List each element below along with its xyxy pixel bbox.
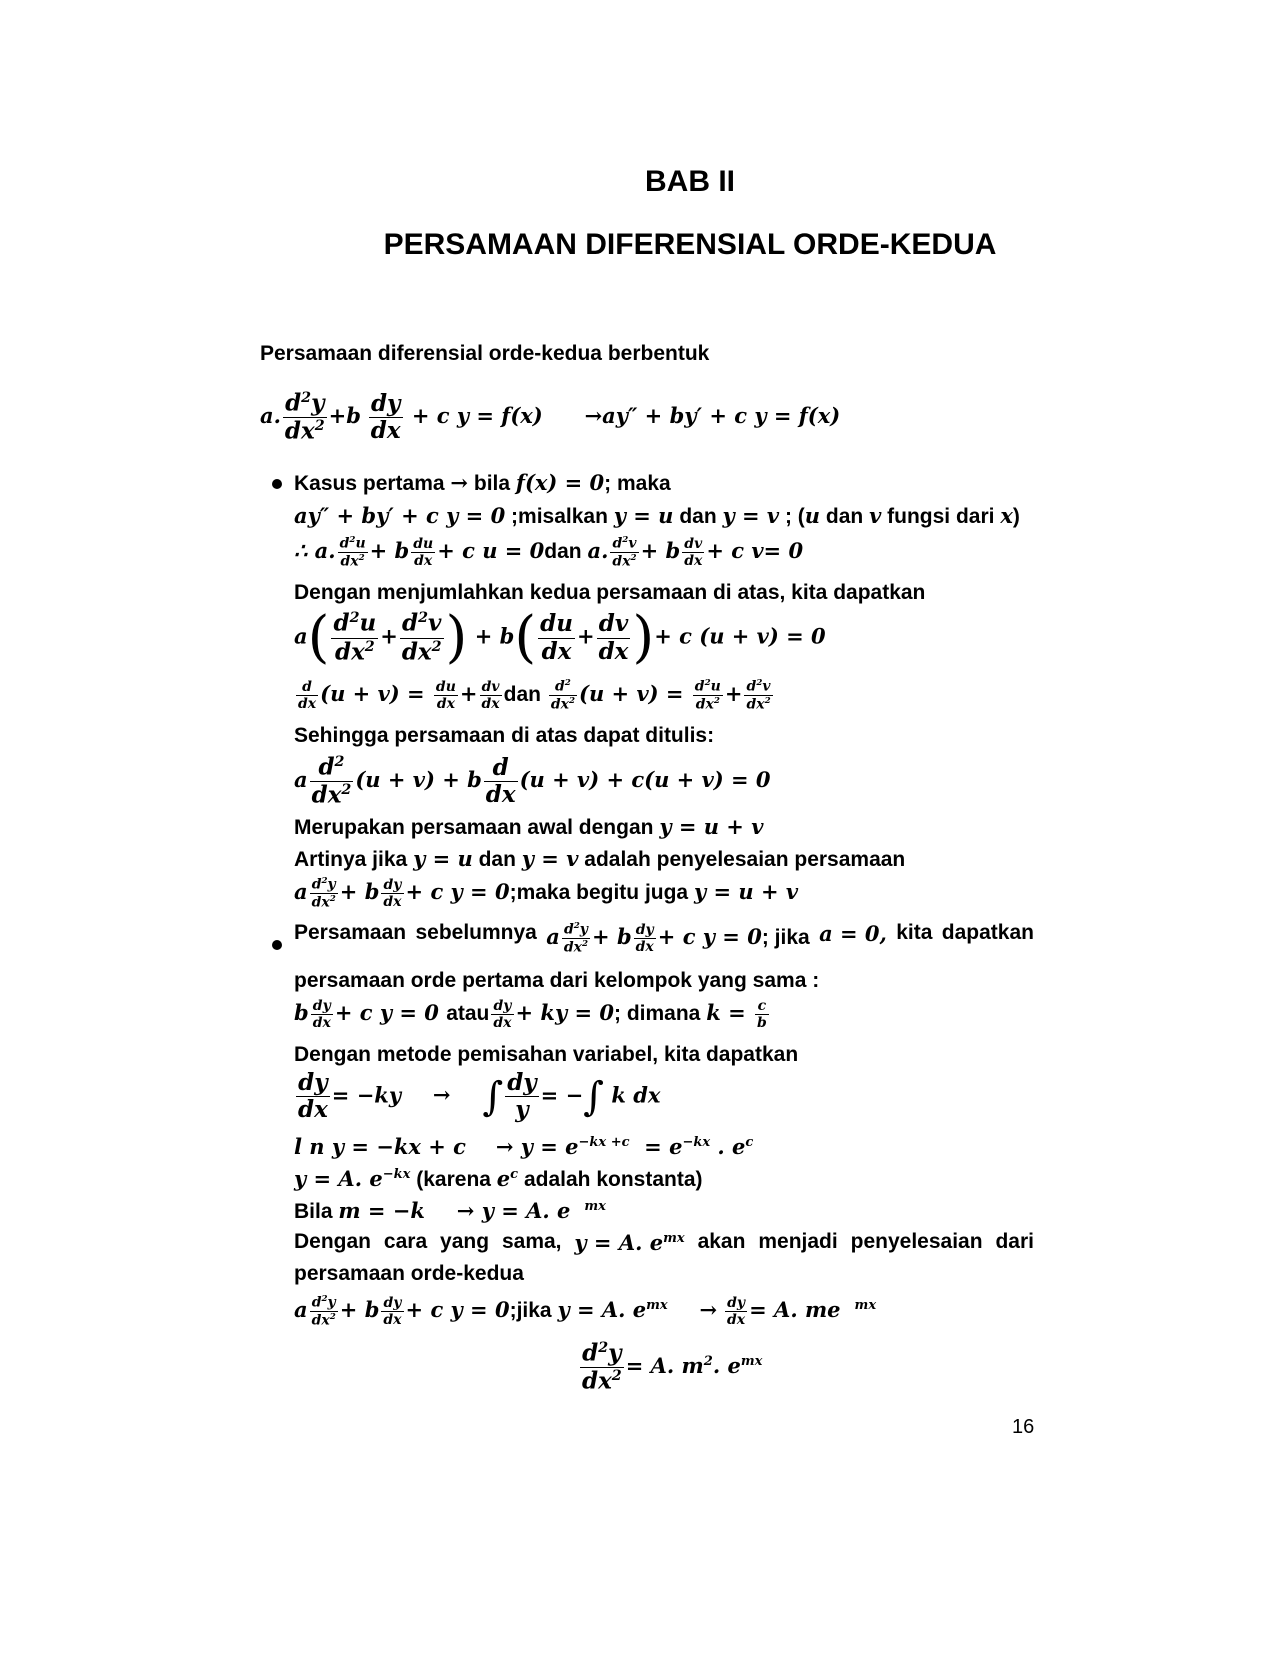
separation-text: Dengan metode pemisahan variabel, kita dapatkan [294, 1043, 799, 1066]
second-order-text: persamaan orde-kedua [294, 1262, 524, 1285]
substitute-m-line: Bila m = −k → y = A. e $^{mx}$ [294, 1198, 606, 1223]
general-equation: a. $\frac{d^2y}{dx^2}$ +b $\frac{dy}{dx}$ + c y = f(x) →ay″ + by′ + c y = f(x) [260, 389, 841, 445]
case-one-line: Kasus pertama → bila f(x) = 0; maka [294, 470, 671, 495]
chapter-heading: BAB II [645, 165, 735, 198]
bullet-two-line: Persamaan sebelumnya a $\frac{d^2y}{dx^2}$ + b $\frac{dy}{dx}$ + c y = 0; jika a = 0, kita dapatkan [294, 921, 1034, 956]
chapter-title: PERSAMAAN DIFERENSIAL ORDE-KEDUA [383, 228, 997, 261]
second-derivative-line: $\frac{d^2y}{dx^2}$ = A. $m^2$. $e^{mx}$ [582, 1339, 763, 1395]
sehingga-text: Sehingga persamaan di atas dapat ditulis: [294, 724, 715, 747]
intro-text: Persamaan diferensial orde-kedua berbentuk [260, 342, 710, 365]
bullet-marker [272, 940, 282, 950]
sum-equation: a( $\frac{d^2u}{dx^2}$ + $\frac{d^2v}{dx^2}$ ) + b( $\frac{du}{dx}$ + $\frac{dv}{dx}$ )+ c (u + v) = 0 [294, 605, 826, 670]
first-order-text: persamaan orde pertama dari kelompok yang sama : [294, 969, 820, 992]
artinya-line: Artinya jika y = u dan y = v adalah penyelesaian persamaan [294, 846, 906, 871]
merupakan-line: Merupakan persamaan awal dengan y = u + v [294, 814, 764, 839]
trial-solution-line: a $\frac{d^2y}{dx^2}$ + b $\frac{dy}{dx}$ + c y = 0;jika y = A. $e^{mx}$ → $\frac{dy}{dx}$ = A. me $^{mx}$ [294, 1294, 877, 1329]
therefore-line: ∴ a. $\frac{d^2u}{dx^2}$ + b $\frac{du}{dx}$ + c u = 0dan a. $\frac{d^2v}{dx^2}$ + b $\frac{dv}{dx}$ + c v= 0 [294, 535, 804, 570]
page-number: 16 [1012, 1416, 1035, 1438]
bullet-marker [272, 479, 282, 489]
superposition-line: a $\frac{d^2y}{dx^2}$ + b $\frac{dy}{dx}$ + c y = 0;maka begitu juga y = u + v [294, 876, 799, 911]
exp-solution-line: y = A. $e^{-kx}$ (karena $e^c$ adalah konstanta) [294, 1166, 703, 1191]
log-solution-line: l n $y = -kx + c \to y = e^{-kx +c} = e^{-kx}$ . $e^c$ [294, 1134, 754, 1159]
first-order-equation: b $\frac{dy}{dx}$ + c y = 0 atau $\frac{dy}{dx}$ + ky = 0; dimana k = $\frac{c}{b}$ [294, 998, 767, 1032]
sum-text: Dengan menjumlahkan kedua persamaan di atas, kita dapatkan [294, 581, 926, 604]
derivative-identities: $\frac{d}{dx}$ (u + v) = $\frac{du}{dx}$ + $\frac{dv}{dx}$ dan $\frac{d^2}{dx^2}$ (u + v) = $\frac{d^2u}{dx^2}$ + $\frac{d^2v}{dx^2}$ [298, 678, 771, 713]
same-way-line: Dengan cara yang sama, y = A. $e^{mx}$ akan menjadi penyelesaian dari [294, 1230, 1034, 1255]
rewritten-equation: a $\frac{d^2}{dx^2}$ (u + v) + b $\frac{d}{dx}$ (u + v) + c(u + v) = 0 [294, 753, 771, 809]
separation-equation: $\frac{dy}{dx}$ = −ky → ∫ $\frac{dy}{y}$ = −∫ k dx [298, 1069, 661, 1124]
substitution-line: ay″ + by′ + c y = 0 ;misalkan y = u dan y = v ; (u dan v fungsi dari x) [294, 503, 1020, 528]
